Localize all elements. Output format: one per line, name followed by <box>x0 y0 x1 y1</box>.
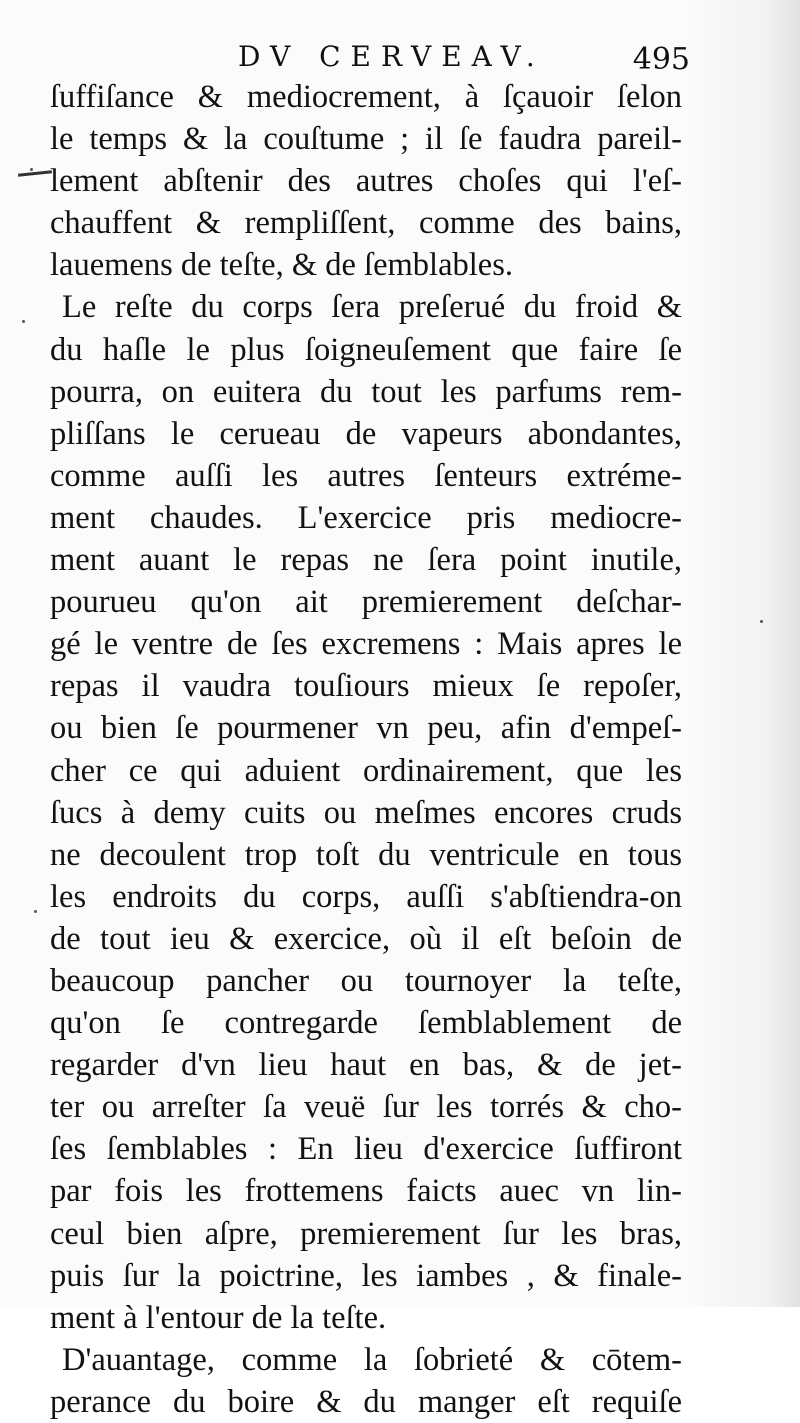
text-line: ne decoulent trop toſt du ventricule en tous <box>50 836 682 873</box>
text-line: pliſſans le cerueau de vapeurs abondantes, <box>50 415 682 452</box>
text-line: ou bien ſe pourmener vn peu, afin d'empeſ- <box>50 710 682 747</box>
text-line: regarder d'vn lieu haut en bas, & de jet- <box>50 1047 682 1084</box>
text-line: perance du boire & du manger eſt requiſe <box>50 1383 682 1420</box>
text-line: repas il vaudra touſiours mieux ſe repoſer, <box>50 668 682 705</box>
page-edge-shadow <box>690 0 800 1307</box>
text-line: chauffent & rempliſſent, comme des bains, <box>50 205 682 242</box>
running-title: DV CERVEAV. <box>238 40 545 73</box>
text-line: gé le ventre de ſes excremens : Mais apres le <box>50 626 682 663</box>
page-number: 495 <box>632 42 690 77</box>
text-line: pourueu qu'on ait premierement deſchar- <box>50 584 682 621</box>
text-line: ſucs à demy cuits ou meſmes encores cruds <box>50 794 682 831</box>
text-line: de tout ieu & exercice, où il eſt beſoin de <box>50 920 682 957</box>
ink-speck <box>22 320 25 323</box>
text-line: qu'on ſe contregarde ſemblablement de <box>50 1005 682 1042</box>
text-line: ſuffiſance & mediocrement, à ſçauoir ſelon <box>50 79 682 115</box>
text-line: par fois les frottemens faicts auec vn lin- <box>50 1173 682 1210</box>
text-line: ment chaudes. L'exercice pris mediocre- <box>50 499 682 536</box>
ink-speck <box>30 168 33 171</box>
ink-margin-mark <box>18 170 52 177</box>
text-block <box>50 76 682 1423</box>
text-line: ment à l'entour de la teſte. <box>50 1299 387 1336</box>
text-line: du haſle le plus ſoigneuſement que faire ſe <box>50 331 682 368</box>
text-line: puis ſur la poictrine, les iambes , & finale- <box>50 1257 682 1294</box>
text-line: cher ce qui aduient ordinairement, que les <box>50 752 682 789</box>
text-line: comme auſſi les autres ſenteurs extréme- <box>50 457 682 494</box>
text-line: beaucoup pancher ou tournoyer la teſte, <box>50 962 682 999</box>
paragraph-start-line: Le reſte du corps ſera preſerué du froid & <box>62 289 682 326</box>
text-line: le temps & la couſtume ; il ſe faudra pareil- <box>50 121 682 158</box>
paragraph-start-line: D'auantage, comme la ſobrieté & cōtem- <box>62 1341 682 1378</box>
ink-speck <box>34 910 37 913</box>
ink-speck <box>760 620 763 623</box>
text-line: pourra, on euitera du tout les parfums rem- <box>50 373 682 410</box>
text-line: ter ou arreſter ſa veuë ſur les torrés & cho- <box>50 1089 682 1126</box>
text-line: lauemens de teſte, & de ſemblables. <box>50 247 513 284</box>
text-line: ceul bien aſpre, premierement ſur les bras, <box>50 1215 682 1252</box>
text-line: lement abſtenir des autres choſes qui l'eſ- <box>50 163 682 200</box>
text-line: ment auant le repas ne ſera point inutile, <box>50 542 682 579</box>
text-line: ſes ſemblables : En lieu d'exercice ſuffiront <box>50 1131 682 1168</box>
text-line: les endroits du corps, auſſi s'abſtiendra-on <box>50 878 682 915</box>
